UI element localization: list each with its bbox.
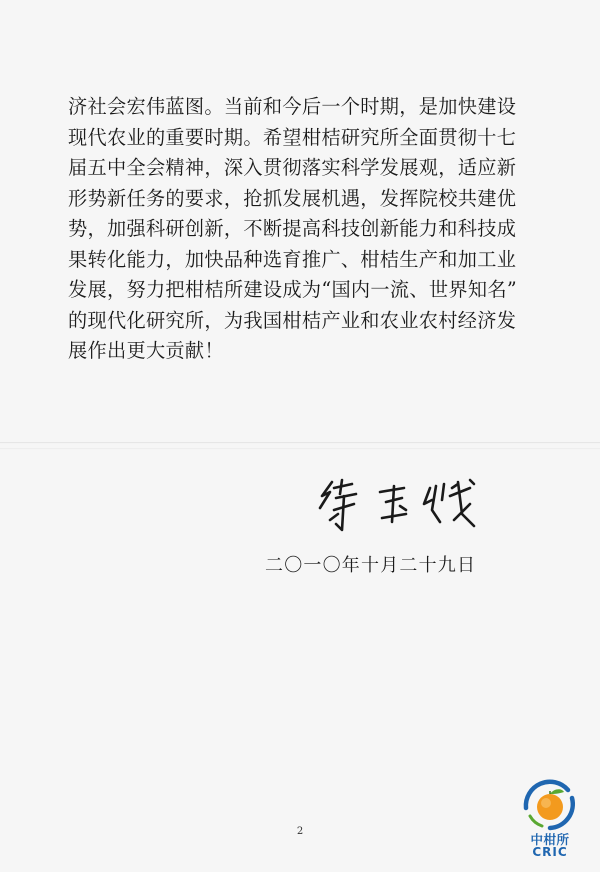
letter-date: 二〇一〇年十月二十九日	[265, 555, 477, 576]
letter-line: 济社会宏伟蓝图。当前和今后一个时期，是加快建设	[68, 95, 517, 118]
logo-abbreviation: CRIC	[532, 845, 568, 859]
letter-line: 果转化能力，加快品种选育推广、柑桔生产和加工业	[68, 247, 517, 271]
letter-line: 的现代化研究所，为我国柑桔产业和农业农村经济发	[68, 308, 517, 332]
orange-emblem-icon	[520, 778, 580, 832]
logo-name: 中柑所	[530, 832, 570, 847]
cric-logo	[514, 778, 586, 862]
letter-line: 形势新任务的要求，抢抓发展机遇，发挥院校共建优	[68, 186, 517, 210]
letter-line: 届五中全会精神，深入贯彻落实科学发展观，适应新	[68, 156, 517, 179]
paper-fold-shadow	[0, 448, 600, 450]
letter-body	[68, 92, 538, 367]
letter-line: 现代农业的重要时期。希望柑桔研究所全面贯彻十七	[68, 125, 517, 149]
letter-line: 势，加强科研创新，不断提高科技创新能力和科技成	[68, 217, 517, 240]
handwritten-signature	[312, 474, 487, 544]
letter-line: 展作出更大贡献！	[68, 339, 224, 362]
page-number: 2	[296, 826, 304, 837]
paper-fold-line	[0, 442, 600, 444]
letter-line: 发展，努力把柑桔所建设成为“国内一流、世界知名”	[68, 278, 517, 301]
